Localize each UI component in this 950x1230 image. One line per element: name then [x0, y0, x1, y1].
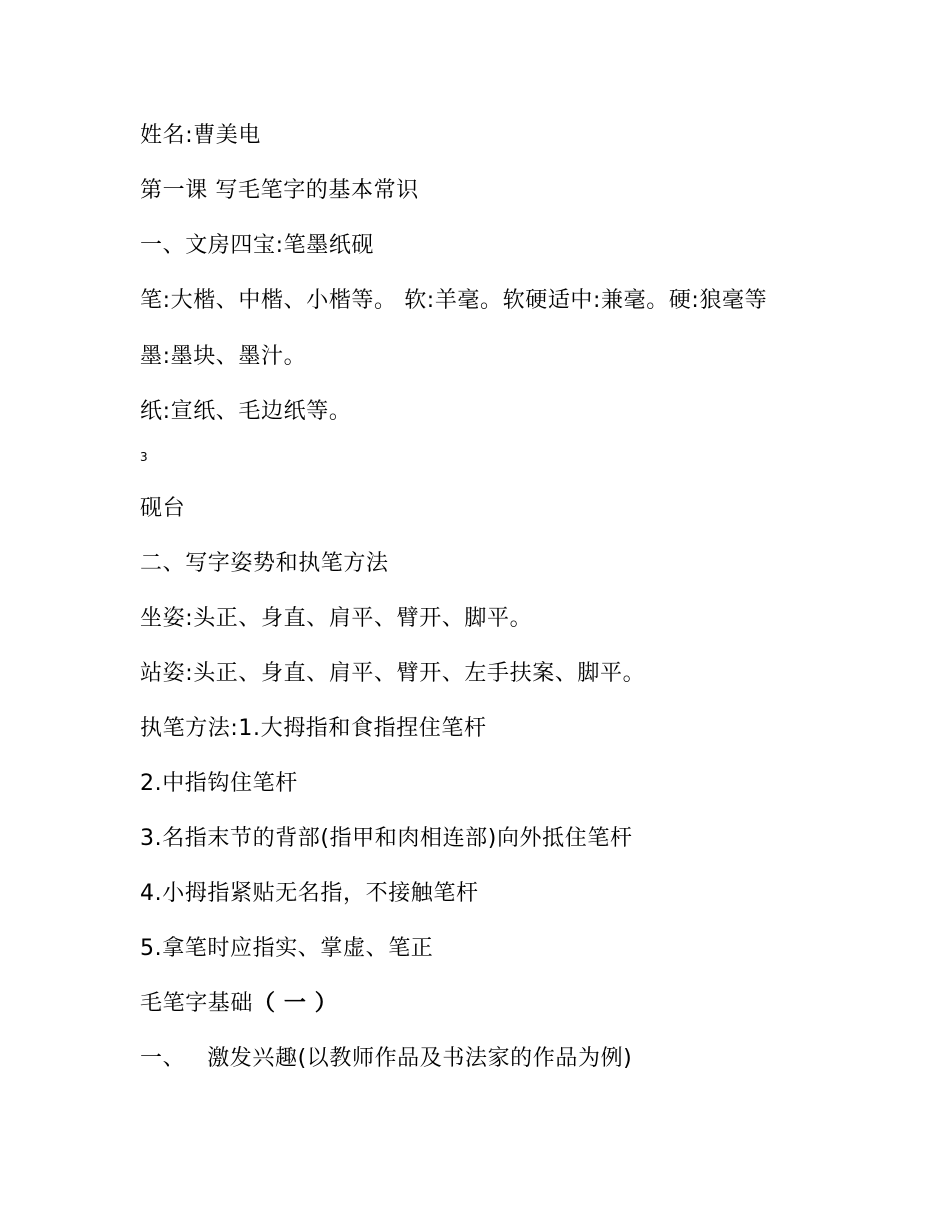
basics-heading-title: 毛笔字基础: [140, 991, 254, 1016]
basics-heading: [140, 986, 810, 1022]
page-number: 3: [140, 450, 148, 464]
section-heading-four-treasures: 一、文房四宝:笔墨纸砚: [140, 233, 375, 258]
grip-method-step-1: 执笔方法:1.大拇指和食指捏住笔杆: [140, 716, 487, 741]
grip-method-step-2: 2.中指钩住笔杆: [140, 771, 298, 796]
paper-description: 纸:宣纸、毛边纸等。: [140, 399, 352, 424]
grip-method-step-5: 5.拿笔时应指实、掌虚、笔正: [140, 936, 434, 961]
student-name-line: 姓名:曹美电: [140, 123, 262, 148]
inkstone-line: 砚台: [140, 496, 186, 521]
lesson-title: 第一课 写毛笔字的基本常识: [140, 178, 419, 203]
document-body: [140, 118, 810, 1096]
grip-method-step-3: 3.名指末节的背部(指甲和肉相连部)向外抵住笔杆: [140, 826, 633, 851]
brush-description: 笔:大楷、中楷、小楷等。 软:羊毫。软硬适中:兼毫。硬:狼毫等: [140, 288, 768, 313]
standing-posture: 站姿:头正、身直、肩平、臂开、左手扶案、脚平。: [140, 661, 646, 686]
sitting-posture: 坐姿:头正、身直、肩平、臂开、脚平。: [140, 606, 533, 631]
section-heading-posture: 二、写字姿势和执笔方法: [140, 551, 389, 576]
interest-line-text: 激发兴趣(以教师作品及书法家的作品为例): [207, 1046, 633, 1071]
interest-line-prefix: 一、: [140, 1046, 186, 1071]
grip-method-step-4: 4.小拇指紧贴无名指，不接触笔杆: [140, 881, 479, 906]
ink-description: 墨:墨块、墨汁。: [140, 344, 307, 369]
basics-heading-number: （ 一 ）: [253, 991, 338, 1016]
interest-line: [140, 1041, 810, 1077]
